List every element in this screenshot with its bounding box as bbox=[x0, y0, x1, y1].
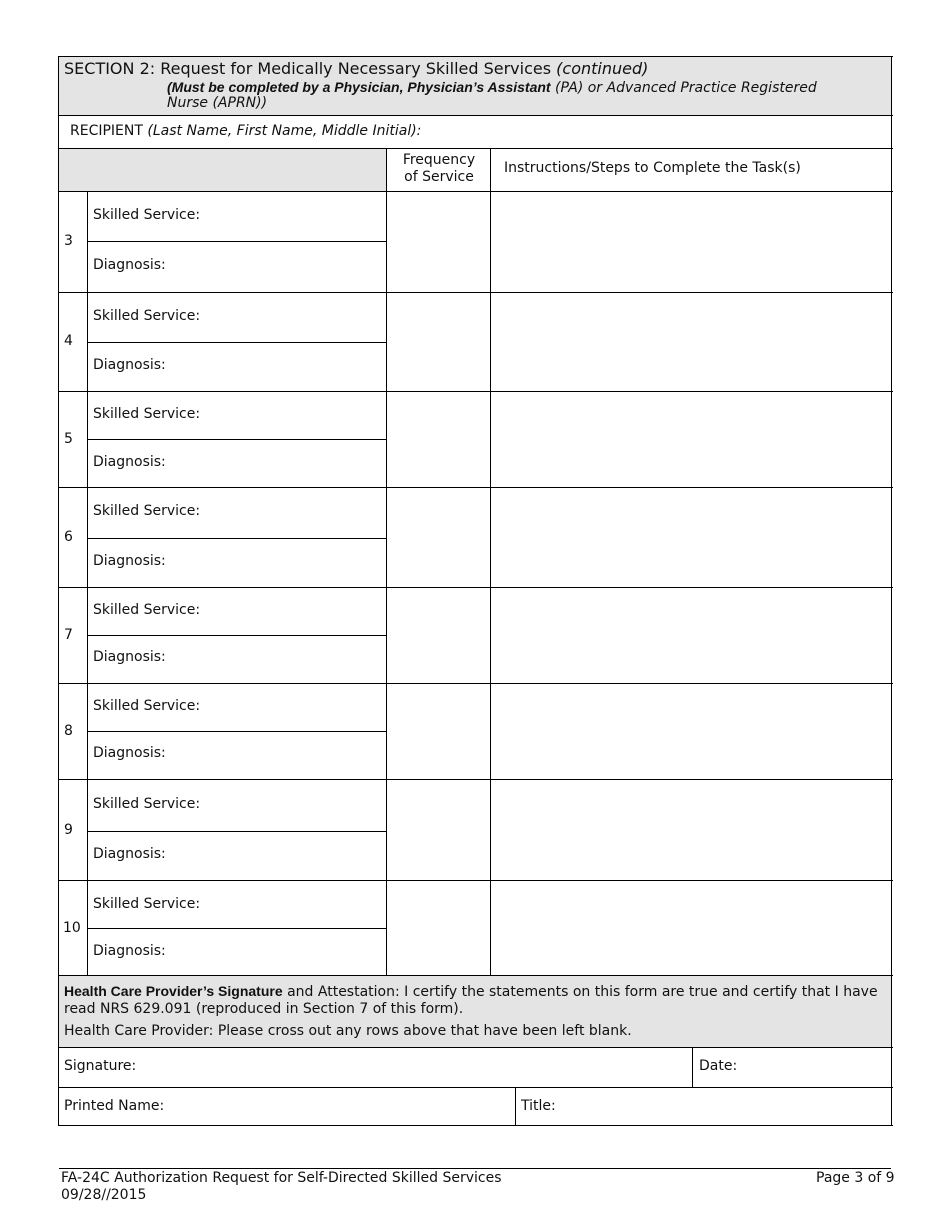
skilled-service-field[interactable]: Skilled Service: bbox=[93, 308, 201, 324]
row-number: 4 bbox=[64, 333, 73, 349]
row-number: 7 bbox=[64, 627, 73, 643]
diagnosis-field[interactable]: Diagnosis: bbox=[93, 745, 166, 761]
footer-rule bbox=[59, 1168, 891, 1169]
row-number: 10 bbox=[63, 920, 81, 936]
attestation-title: Health Care Provider’s Signature bbox=[64, 983, 283, 999]
section-title bbox=[64, 59, 648, 78]
subnote-bold: (Must be completed by a Physician, Physician’s Assistant bbox=[167, 79, 551, 95]
footer-form-title: FA-24C Authorization Request for Self-Directed Skilled Services bbox=[61, 1170, 502, 1186]
signature-field[interactable]: Signature: bbox=[64, 1058, 137, 1074]
skilled-service-field[interactable]: Skilled Service: bbox=[93, 896, 201, 912]
diagnosis-field[interactable]: Diagnosis: bbox=[93, 846, 166, 862]
skilled-service-field[interactable]: Skilled Service: bbox=[93, 698, 201, 714]
attestation-text: and Attestation: I certify the statements on this form are true and certify that I have bbox=[282, 984, 878, 1000]
diagnosis-field[interactable]: Diagnosis: bbox=[93, 257, 166, 273]
column-header-frequency bbox=[387, 152, 491, 186]
attestation-line2: read NRS 629.091 (reproduced in Section 7 of this form). bbox=[64, 1001, 464, 1017]
footer-page-number: Page 3 of 9 bbox=[816, 1170, 895, 1186]
section-label: SECTION 2: Request for Medically Necessary Skilled Services bbox=[64, 59, 552, 78]
date-field[interactable]: Date: bbox=[699, 1058, 738, 1074]
diagnosis-field[interactable]: Diagnosis: bbox=[93, 553, 166, 569]
row-number: 9 bbox=[64, 822, 73, 838]
row-number: 8 bbox=[64, 723, 73, 739]
frequency-line2: of Service bbox=[404, 169, 474, 185]
footer-date: 09/28//2015 bbox=[61, 1187, 147, 1203]
diagnosis-field[interactable]: Diagnosis: bbox=[93, 943, 166, 959]
printed-name-field[interactable]: Printed Name: bbox=[64, 1098, 165, 1114]
skilled-service-field[interactable]: Skilled Service: bbox=[93, 602, 201, 618]
section-subnote bbox=[167, 79, 817, 96]
recipient-field[interactable] bbox=[70, 123, 421, 139]
row-number: 6 bbox=[64, 529, 73, 545]
skilled-service-field[interactable]: Skilled Service: bbox=[93, 207, 201, 223]
subnote-pa: (PA) or Advanced Practice Registered bbox=[550, 80, 817, 96]
column-header-left bbox=[59, 149, 387, 191]
skilled-service-field[interactable]: Skilled Service: bbox=[93, 796, 201, 812]
diagnosis-field[interactable]: Diagnosis: bbox=[93, 454, 166, 470]
subnote-line2: Nurse (APRN)) bbox=[167, 95, 268, 111]
attestation-line3: Health Care Provider: Please cross out any rows above that have been left blank. bbox=[64, 1023, 632, 1039]
frequency-line1: Frequency bbox=[402, 152, 476, 168]
section-continued: (continued) bbox=[556, 59, 649, 78]
title-field[interactable]: Title: bbox=[521, 1098, 556, 1114]
row-number: 5 bbox=[64, 431, 73, 447]
diagnosis-field[interactable]: Diagnosis: bbox=[93, 649, 166, 665]
diagnosis-field[interactable]: Diagnosis: bbox=[93, 357, 166, 373]
skilled-service-field[interactable]: Skilled Service: bbox=[93, 503, 201, 519]
skilled-service-field[interactable]: Skilled Service: bbox=[93, 406, 201, 422]
recipient-hint: (Last Name, First Name, Middle Initial): bbox=[147, 123, 422, 139]
attestation-line1 bbox=[64, 983, 878, 1000]
recipient-label: RECIPIENT bbox=[70, 123, 143, 139]
column-header-instructions: Instructions/Steps to Complete the Task(s) bbox=[504, 160, 801, 176]
row-number: 3 bbox=[64, 233, 73, 249]
